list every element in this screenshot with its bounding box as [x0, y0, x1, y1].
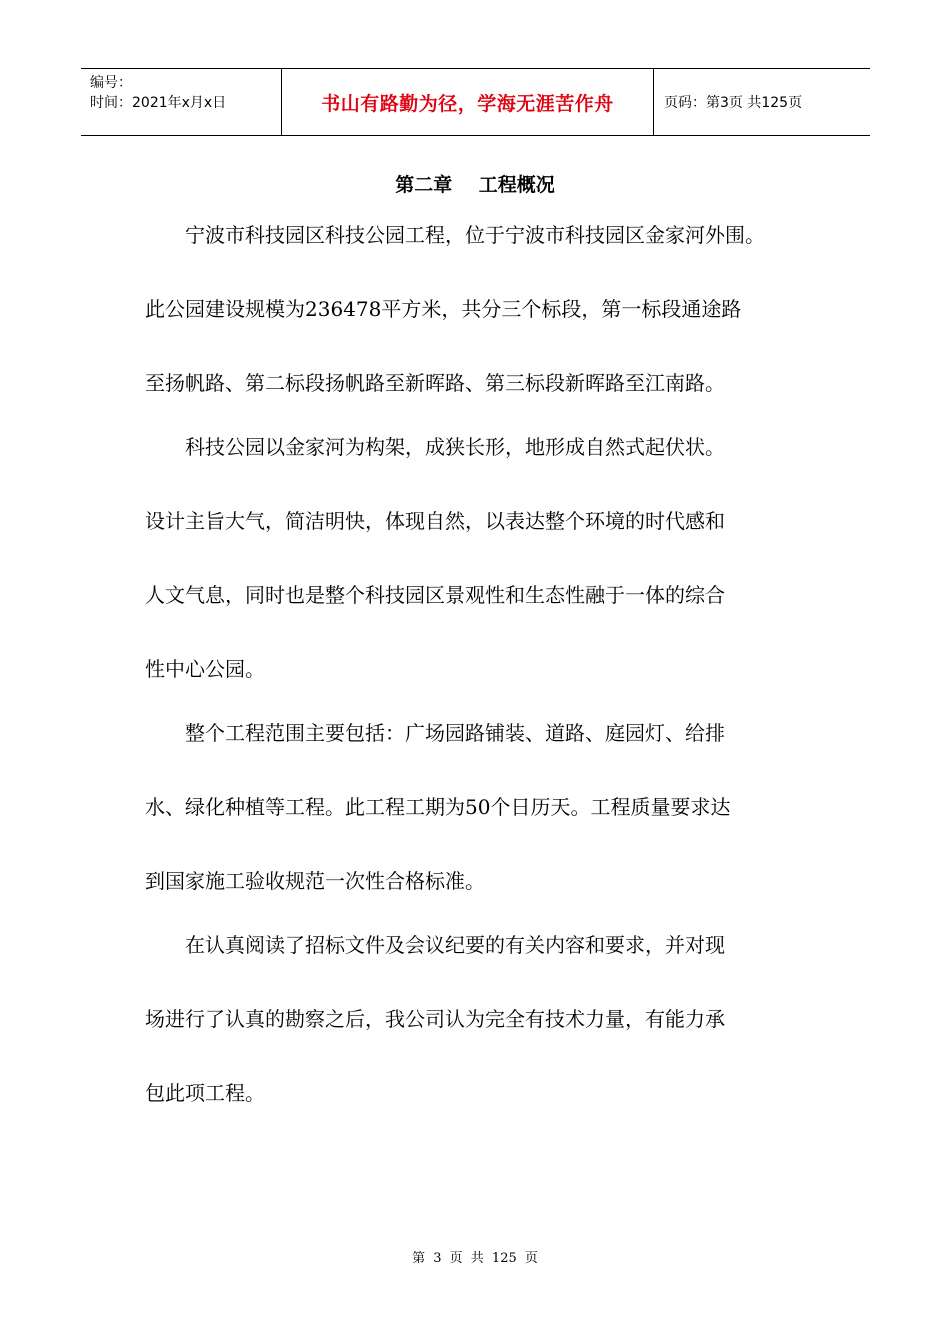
- header-motto: 书山有路勤为径，学海无涯苦作舟: [281, 69, 654, 135]
- body-line: 水、绿化种植等工程。此工程工期为50个日历天。工程质量要求达: [145, 795, 731, 819]
- header-page-number: 页码：第3页 共125页: [664, 95, 803, 111]
- body-line: 此公园建设规模为236478平方米，共分三个标段，第一标段通途路: [145, 297, 742, 321]
- body-line: 宁波市科技园区科技公园工程，位于宁波市科技园区金家河外围。: [185, 223, 765, 247]
- body-line: 科技公园以金家河为构架，成狭长形，地形成自然式起伏状。: [185, 435, 725, 459]
- serial-number-label: 编号：: [90, 75, 132, 91]
- body-line: 整个工程范围主要包括：广场园路铺装、道路、庭园灯、给排: [185, 721, 725, 745]
- body-line: 到国家施工验收规范一次性合格标准。: [145, 869, 485, 893]
- header-info-cell: [81, 69, 281, 135]
- body-line: 包此项工程。: [145, 1081, 265, 1105]
- page-footer: 第 3 页 共 125 页: [412, 1251, 538, 1266]
- page-header: [81, 68, 870, 136]
- body-line: 场进行了认真的勘察之后，我公司认为完全有技术力量，有能力承: [145, 1007, 725, 1031]
- body-line: 至扬帆路、第二标段扬帆路至新晖路、第三标段新晖路至江南路。: [145, 371, 725, 395]
- body-line: 人文气息，同时也是整个科技园区景观性和生态性融于一体的综合: [145, 583, 725, 607]
- body-line: 性中心公园。: [145, 657, 265, 681]
- date-label: 时间：2021年x月x日: [90, 95, 227, 111]
- body-line: 设计主旨大气，简洁明快，体现自然，以表达整个环境的时代感和: [145, 509, 725, 533]
- chapter-title: 第二章 工程概况: [395, 174, 555, 196]
- body-line: 在认真阅读了招标文件及会议纪要的有关内容和要求，并对现: [185, 933, 725, 957]
